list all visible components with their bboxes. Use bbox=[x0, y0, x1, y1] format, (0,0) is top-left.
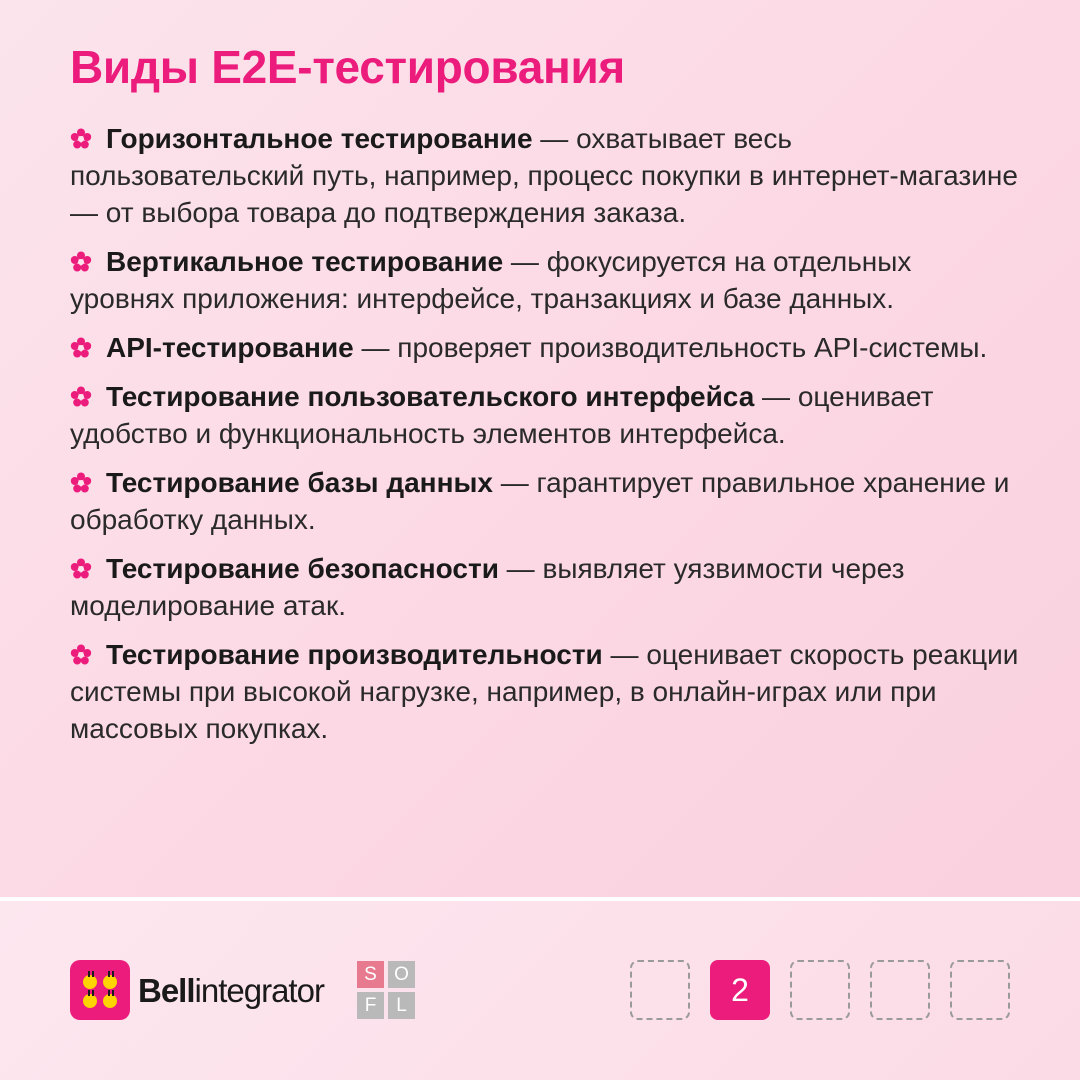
sofl-logo bbox=[357, 961, 417, 1021]
item-description: — оценивает скорость реакции системы при высокой нагрузке, например, в онлайн-играх или при массовых покупках. bbox=[70, 639, 1019, 744]
item-term: Тестирование базы данных bbox=[106, 467, 493, 498]
flower-icon bbox=[70, 386, 92, 408]
item-term: API-тестирование bbox=[106, 332, 354, 363]
page-title: Виды E2E-тестирования bbox=[70, 41, 625, 93]
list-item bbox=[70, 464, 1020, 538]
item-term: Тестирование безопасности bbox=[106, 553, 499, 584]
list-item bbox=[70, 550, 1020, 624]
bell-icon bbox=[70, 960, 130, 1020]
page-indicator[interactable] bbox=[870, 960, 930, 1020]
item-description: — гарантирует правильное хранение и обработку данных. bbox=[70, 467, 1010, 535]
types-list bbox=[70, 120, 1020, 759]
brand-name-rest: integrator bbox=[194, 972, 324, 1009]
item-description: — выявляет уязвимости через моделирование атак. bbox=[70, 553, 905, 621]
item-description: — оценивает удобство и функциональность элементов интерфейса. bbox=[70, 381, 934, 449]
flower-icon bbox=[70, 644, 92, 666]
item-description: — проверяет производительность API-системы. bbox=[353, 332, 988, 363]
item-term: Тестирование пользовательского интерфейса bbox=[106, 381, 755, 412]
item-term: Горизонтальное тестирование bbox=[106, 123, 533, 154]
flower-icon bbox=[70, 472, 92, 494]
item-term: Тестирование производительности bbox=[106, 639, 603, 670]
sofl-letter-f: F bbox=[357, 992, 384, 1019]
list-item bbox=[70, 378, 1020, 452]
bell-integrator-logo bbox=[70, 960, 130, 1020]
page-indicator-current[interactable]: 2 bbox=[710, 960, 770, 1020]
item-description: — фокусируется на отдельных уровнях приложения: интерфейсе, транзакциях и базе данных. bbox=[70, 246, 912, 314]
sofl-letter-o: O bbox=[388, 961, 415, 988]
list-item bbox=[70, 636, 1020, 747]
page-indicator[interactable] bbox=[790, 960, 850, 1020]
flower-icon bbox=[70, 558, 92, 580]
list-item bbox=[70, 120, 1020, 231]
flower-icon bbox=[70, 128, 92, 150]
item-term: Вертикальное тестирование bbox=[106, 246, 504, 277]
flower-icon bbox=[70, 337, 92, 359]
sofl-letter-s: S bbox=[357, 961, 384, 988]
sofl-letter-l: L bbox=[388, 992, 415, 1019]
page-indicator[interactable] bbox=[630, 960, 690, 1020]
pager bbox=[630, 960, 1010, 1020]
brand-name bbox=[138, 972, 324, 1010]
list-item bbox=[70, 329, 1020, 366]
brand-name-bold: Bell bbox=[138, 972, 195, 1009]
list-item bbox=[70, 243, 1020, 317]
page-indicator[interactable] bbox=[950, 960, 1010, 1020]
flower-icon bbox=[70, 251, 92, 273]
item-description: — охватывает весь пользовательский путь, например, процесс покупки в интернет-магазине — от выбора товара до подтверждения заказа. bbox=[70, 123, 1018, 228]
